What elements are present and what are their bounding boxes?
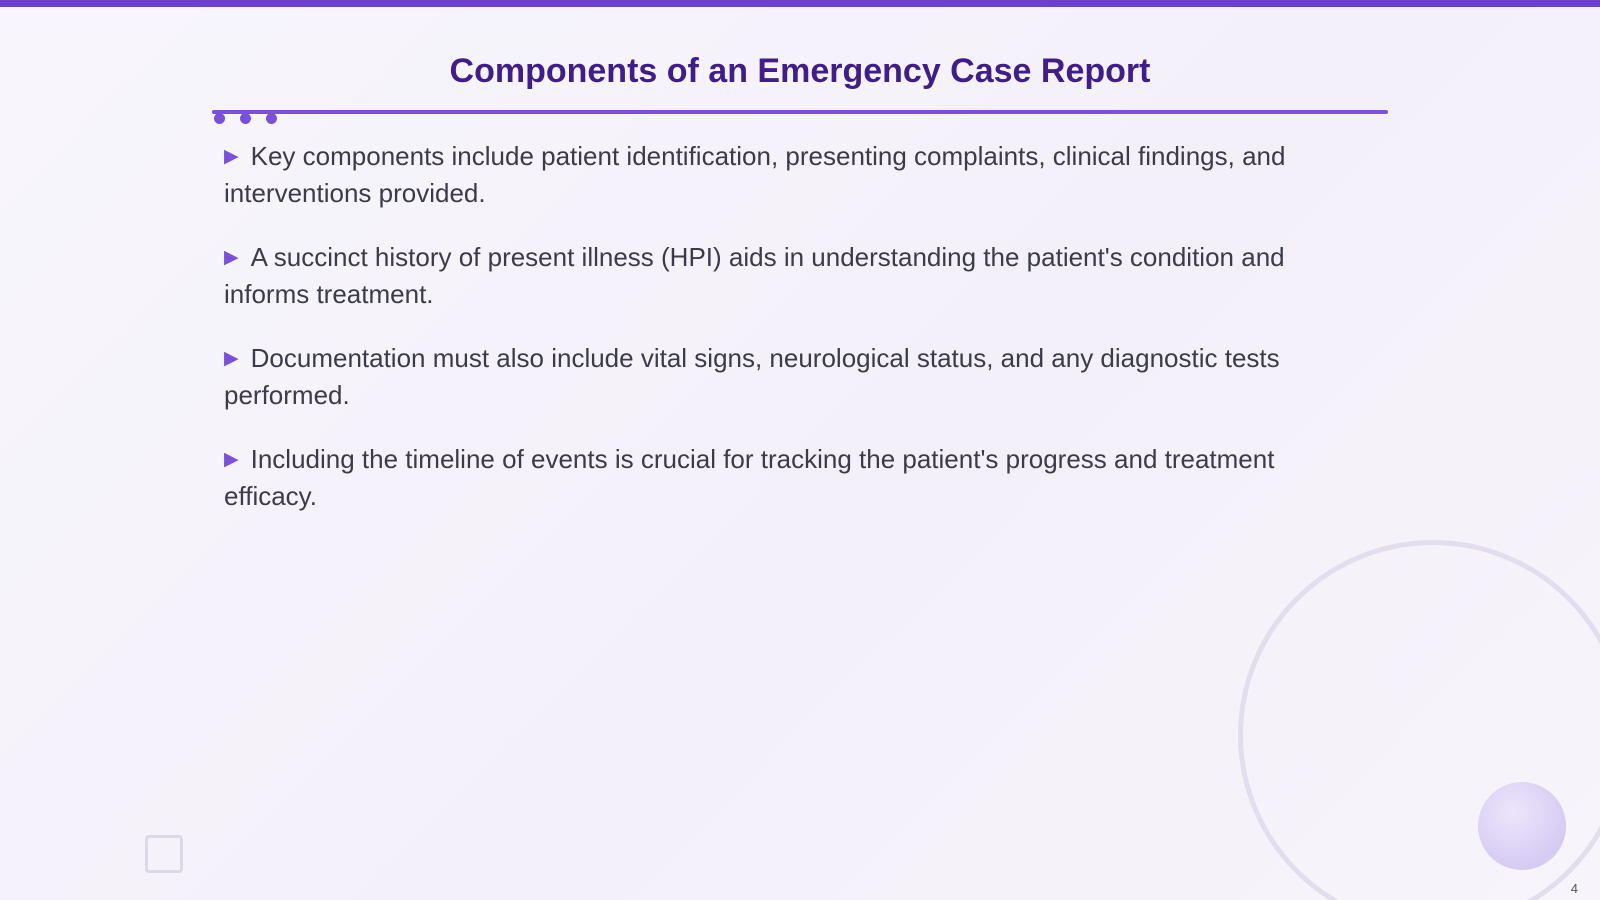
decorative-sphere (1478, 782, 1566, 870)
bullet-text: Including the timeline of events is crucial for tracking the patient's progress and treatment efficacy. (224, 444, 1275, 511)
bullet-text: A succinct history of present illness (HPI) aids in understanding the patient's condition and informs treatment. (224, 242, 1285, 309)
decorative-dot (266, 113, 277, 124)
play-arrow-icon: ▶ (224, 247, 239, 268)
bullet-item (224, 138, 1374, 212)
bullet-item (224, 340, 1374, 414)
decorative-square (145, 835, 183, 873)
bullet-text: Key components include patient identification, presenting complaints, clinical findings, and interventions provided. (224, 141, 1286, 208)
decorative-dot (214, 113, 225, 124)
bullet-item (224, 441, 1374, 515)
bullet-item (224, 239, 1374, 313)
play-arrow-icon: ▶ (224, 146, 239, 167)
play-arrow-icon: ▶ (224, 449, 239, 470)
bullet-list (224, 138, 1374, 542)
page-number: 4 (1570, 881, 1578, 896)
bullet-text: Documentation must also include vital signs, neurological status, and any diagnostic tests performed. (224, 343, 1280, 410)
title-underline (212, 110, 1388, 114)
play-arrow-icon: ▶ (224, 348, 239, 369)
decorative-dot (240, 113, 251, 124)
top-accent-bar (0, 0, 1600, 7)
slide-title: Components of an Emergency Case Report (449, 52, 1151, 90)
